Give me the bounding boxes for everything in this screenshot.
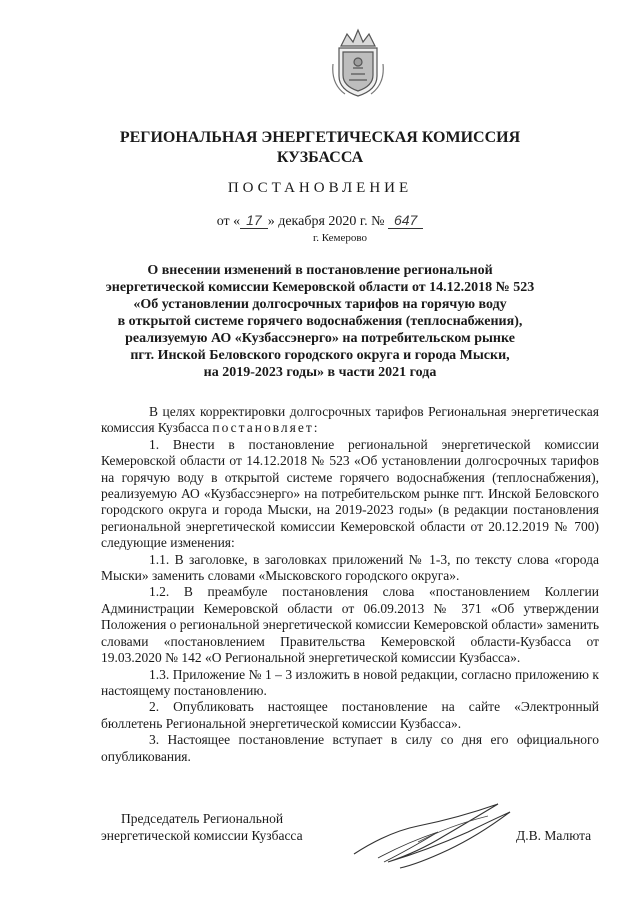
clause-1-3: 1.3. Приложение № 1 – 3 изложить в новой редакции, согласно приложению к настоящему постановлению.: [101, 666, 599, 698]
date-suffix: » декабря 2020 г. №: [267, 214, 385, 229]
title-line: «Об установлении долгосрочных тарифов на горячую воду: [133, 297, 507, 312]
title-line: реализуемую АО «Кузбассэнерго» на потребительском рынке: [125, 331, 515, 346]
position-line2: энергетической комиссии Кузбасса: [101, 828, 303, 843]
clause-1: 1. Внести в постановление региональной энергетической комиссии Кемеровской области от 14.12.2018 № 523 «Об установлении долгосрочных тарифов на горячую воду в открытой системе горячего водоснабжения (теплоснабжения), реализуемую АО «Кузбассэнерго» на потребительском рынке пгт. Инской Беловского городского округа и города Мыски, на 2019-2023 годы» (в редакции постановления региональной энергетической комиссии Кемеровской области от 20.12.2019 № 700) следующие изменения:: [101, 436, 599, 551]
clause-1-1: 1.1. В заголовке, в заголовках приложений № 1-3, по тексту слова «города Мыски» заменить словами «Мысковского городского округа».: [101, 551, 599, 584]
title-line: в открытой системе горячего водоснабжения (теплоснабжения),: [117, 314, 523, 329]
issuer-organization: [0, 128, 640, 168]
org-name-line2: КУЗБАССА: [276, 149, 364, 166]
document-number: 647: [388, 212, 423, 229]
city-name: г. Кемерово: [312, 232, 368, 244]
date-number-line: [0, 212, 640, 230]
handwritten-signature: [348, 792, 518, 876]
intro-resolves: постановляет:: [212, 420, 320, 436]
title-line: на 2019-2023 годы» в части 2021 года: [203, 365, 437, 380]
position-line1: Председатель Региональной: [121, 811, 284, 826]
clause-2: 2. Опубликовать настоящее постановление на сайте «Электронный бюллетень Региональной энергетической комиссии Кузбасса».: [101, 699, 599, 731]
title-line: энергетической комиссии Кемеровской области от 14.12.2018 № 523: [105, 280, 535, 295]
title-line: пгт. Инской Беловского городского округа и города Мыски,: [130, 348, 510, 363]
signatory-position: [101, 810, 303, 844]
title-line: О внесении изменений в постановление региональной: [147, 263, 493, 278]
document-title: [0, 262, 640, 381]
org-name-line1: РЕГИОНАЛЬНАЯ ЭНЕРГЕТИЧЕСКАЯ КОМИССИЯ: [119, 129, 521, 146]
document-type: ПОСТАНОВЛЕНИЕ: [227, 180, 413, 196]
clause-3: 3. Настоящее постановление вступает в силу со дня его официального опубликования.: [101, 732, 599, 764]
coat-of-arms-icon: [329, 24, 387, 100]
date-day: 17: [240, 212, 268, 229]
intro-paragraph: [101, 404, 599, 437]
clause-1-2: 1.2. В преамбуле постановления слова «постановлением Коллегии Администрации Кемеровской области от 06.09.2013 № 371 «Об утверждении Положения о региональной энергетической комиссии Кемеровской области» заменить словами «постановлением Правительства Кемеровской области-Кузбасса от 19.03.2020 № 142 «О Региональной энергетической комиссии Кузбасса».: [101, 584, 599, 666]
document-body: [101, 404, 599, 765]
signatory-name: Д.В. Малюта: [516, 828, 592, 843]
intro-text: В целях корректировки долгосрочных тарифов Региональная энергетическая комиссия Кузбасса: [101, 404, 599, 436]
date-prefix: от «: [216, 214, 241, 229]
